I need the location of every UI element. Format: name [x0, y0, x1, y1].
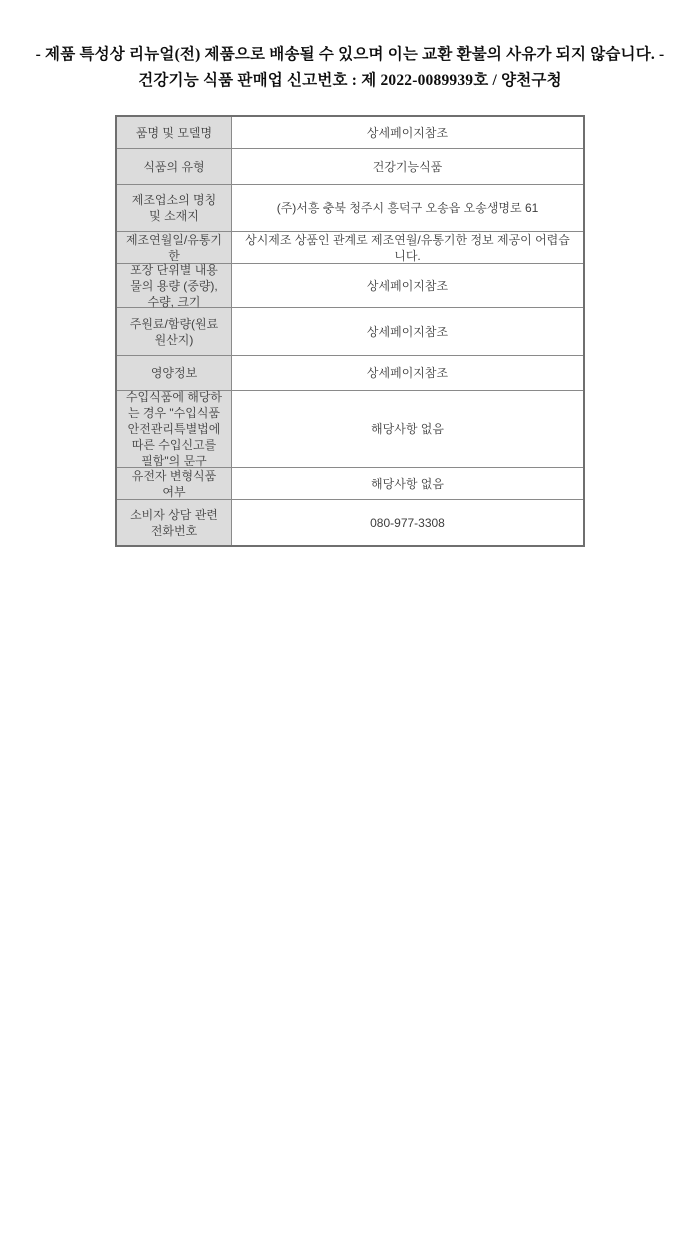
- table-row: [117, 308, 583, 356]
- header-notice: [0, 42, 700, 94]
- table-row: [117, 356, 583, 391]
- row-label-expiration: 제조연월일/유통기한: [117, 232, 232, 263]
- row-value-manufacturer: (주)서흥 충북 청주시 흥덕구 오송읍 오송생명로 61: [232, 185, 583, 231]
- row-value-ingredients: 상세페이지참조: [232, 308, 583, 355]
- table-row: [117, 500, 583, 545]
- table-row: [117, 391, 583, 468]
- row-value-food-type: 건강기능식품: [232, 149, 583, 184]
- row-value-expiration: 상시제조 상품인 관계로 제조연월/유통기한 정보 제공이 어렵습니다.: [232, 232, 583, 263]
- notice-line-renewal: - 제품 특성상 리뉴얼(전) 제품으로 배송될 수 있으며 이는 교환 환불의 사유가 되지 않습니다. -: [35, 46, 665, 63]
- row-value-product-name: 상세페이지참조: [232, 117, 583, 148]
- row-label-gmo: 유전자 변형식품 여부: [117, 468, 232, 499]
- row-value-customer-service-phone: 080-977-3308: [232, 500, 583, 545]
- table-row: [117, 149, 583, 185]
- row-value-nutrition: 상세페이지참조: [232, 356, 583, 390]
- notice-line-registration: 건강기능 식품 판매업 신고번호 : 제 2022-0089939호 / 양천구청: [138, 72, 562, 89]
- product-info-table: [115, 115, 585, 547]
- row-value-package-contents: 상세페이지참조: [232, 264, 583, 307]
- table-row: [117, 468, 583, 500]
- row-value-gmo: 해당사항 없음: [232, 468, 583, 499]
- row-label-manufacturer: 제조업소의 명칭 및 소재지: [117, 185, 232, 231]
- row-label-customer-service-phone: 소비자 상담 관련 전화번호: [117, 500, 232, 545]
- row-label-package-contents: 포장 단위별 내용물의 용량 (중량), 수량, 크기: [117, 264, 232, 307]
- table-row: [117, 264, 583, 308]
- row-label-import-declaration: 수입식품에 해당하는 경우 "수입식품안전관리특별법에 따른 수입신고를 필함"의 문구: [117, 391, 232, 467]
- table-row: [117, 117, 583, 149]
- table-row: [117, 232, 583, 264]
- row-label-ingredients: 주원료/함량(원료 원산지): [117, 308, 232, 355]
- row-label-food-type: 식품의 유형: [117, 149, 232, 184]
- row-value-import-declaration: 해당사항 없음: [232, 391, 583, 467]
- table-row: [117, 185, 583, 232]
- row-label-nutrition: 영양정보: [117, 356, 232, 390]
- row-label-product-name: 품명 및 모델명: [117, 117, 232, 148]
